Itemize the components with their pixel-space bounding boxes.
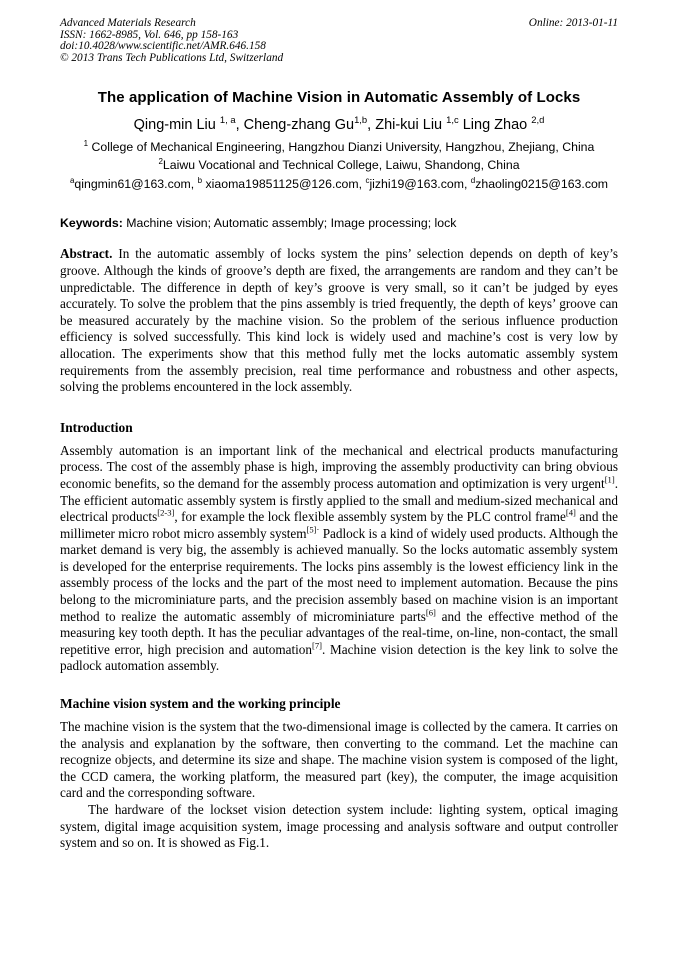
author-line: Qing-min Liu $^{1, a}$, Cheng-zhang Gu$^{1,b}$, Zhi-kui Liu $^{1,c}$ Ling Zhao $^{2,d}$ bbox=[133, 114, 545, 134]
section-heading-machine-vision: Machine vision system and the working principle bbox=[60, 696, 341, 712]
journal-copyright: © 2013 Trans Tech Publications Ltd, Switzerland bbox=[60, 51, 284, 64]
abstract-paragraph bbox=[60, 246, 618, 395]
machine-vision-paragraph-1: The machine vision is the system that the two-dimensional image is collected by the camera. It carries on the analysis and explanation by the software, then converting to the command. Let the machine can recognize objects, and determine its size and shape. The machine vision system is composed of the light, the CCD camera, the working platform, the measured part (key), the computer, the image acquisition card and the corresponding software. bbox=[60, 719, 618, 801]
affiliation-1: $^1$ College of Mechanical Engineering, Hangzhou Dianzi University, Hangzhou, Zhejiang, China bbox=[83, 139, 595, 155]
abstract-text: In the automatic assembly of locks system the pins’ selection depends on depth of key’s groove. Although the kinds of groove’s depth are fixed, the arrangements are random and they can’t be unpredictable. The difference in depth of key’s groove is very small, so it can’t be judged by eyes accurately. To solve the problem that the pins assembly is tried frequently, the depth of keys’ groove can be measured accurately by the machine vision. So the problem of the serious influence production efficiency is solved successfully. This kind lock is widely used and machine’s cost is very low by allocation. The experiments show that this method fully met the locks automatic assembly system requirements from the assembly precision, real time performance and robustness and other aspects, solving the problems encountered in the lock assembly. bbox=[60, 246, 618, 395]
abstract-label: Abstract. bbox=[60, 246, 113, 262]
journal-name: Advanced Materials Research bbox=[60, 17, 196, 29]
journal-header bbox=[60, 18, 618, 64]
keywords-label: Keywords: bbox=[60, 216, 123, 231]
affiliation-2: $^2$Laiwu Vocational and Technical College, Laiwu, Shandong, China bbox=[158, 157, 520, 173]
keywords-line bbox=[60, 216, 618, 230]
journal-header-left bbox=[60, 18, 283, 64]
online-date: Online: 2013-01-11 bbox=[528, 17, 618, 29]
journal-doi: doi:10.4028/www.scientific.net/AMR.646.158 bbox=[60, 40, 266, 53]
machine-vision-paragraph-2: The hardware of the lockset vision detection system include: lighting system, optical imaging system, digital image acquisition system, image processing and analysis software and output controller system and so on. It is showed as Fig.1. bbox=[60, 802, 618, 851]
keywords-text: Machine vision; Automatic assembly; Image processing; lock bbox=[122, 216, 457, 231]
paper-title: The application of Machine Vision in Automatic Assembly of Locks bbox=[97, 89, 581, 107]
email-line: $^a$qingmin61@163.com, $^b$ xiaoma19851125@126.com, $^c$jizhi19@163.com, $^d$zhaoling0215@163.com bbox=[69, 176, 609, 192]
journal-issn: ISSN: 1662-8985, Vol. 646, pp 158-163 bbox=[60, 28, 239, 41]
introduction-paragraph: Assembly automation is an important link of the mechanical and electrical products manufacturing process. The cost of the assembly phase is high, improving the assembly productivity can bring obvious economic benefits, so the demand for the assembly process automation and optimization is very urgent[1]. The efficient automatic assembly system is firstly applied to the small and medium-sized mechanical and electrical products[2-3], for example the lock flexible assembly system by the PLC control frame[4] and the millimeter micro robot micro assembly system$^{[5]\cdot}$ Padlock is a kind of widely used products. Although the market demand is very big, the assembly is achieved manually. So the locks automatic assembly system is developed for the enterprise requirements. The locks pins assembly is the lowest efficiency link in the assembly process of the locks and the part of the most need to implement automation. Because the pins belong to the microminiature parts, and the precision assembly based on machine vision is an important method to realize the automatic assembly of microminiature parts[6] and the effective method of the measuring key tooth depth. It has the peculiar advantages of the real-time, on-line, non-contact, the small repetitive error, high precision and automation[7]. Machine vision detection is the key link to solve the padlock automation assembly. bbox=[60, 442, 619, 674]
section-heading-introduction: Introduction bbox=[60, 419, 133, 435]
